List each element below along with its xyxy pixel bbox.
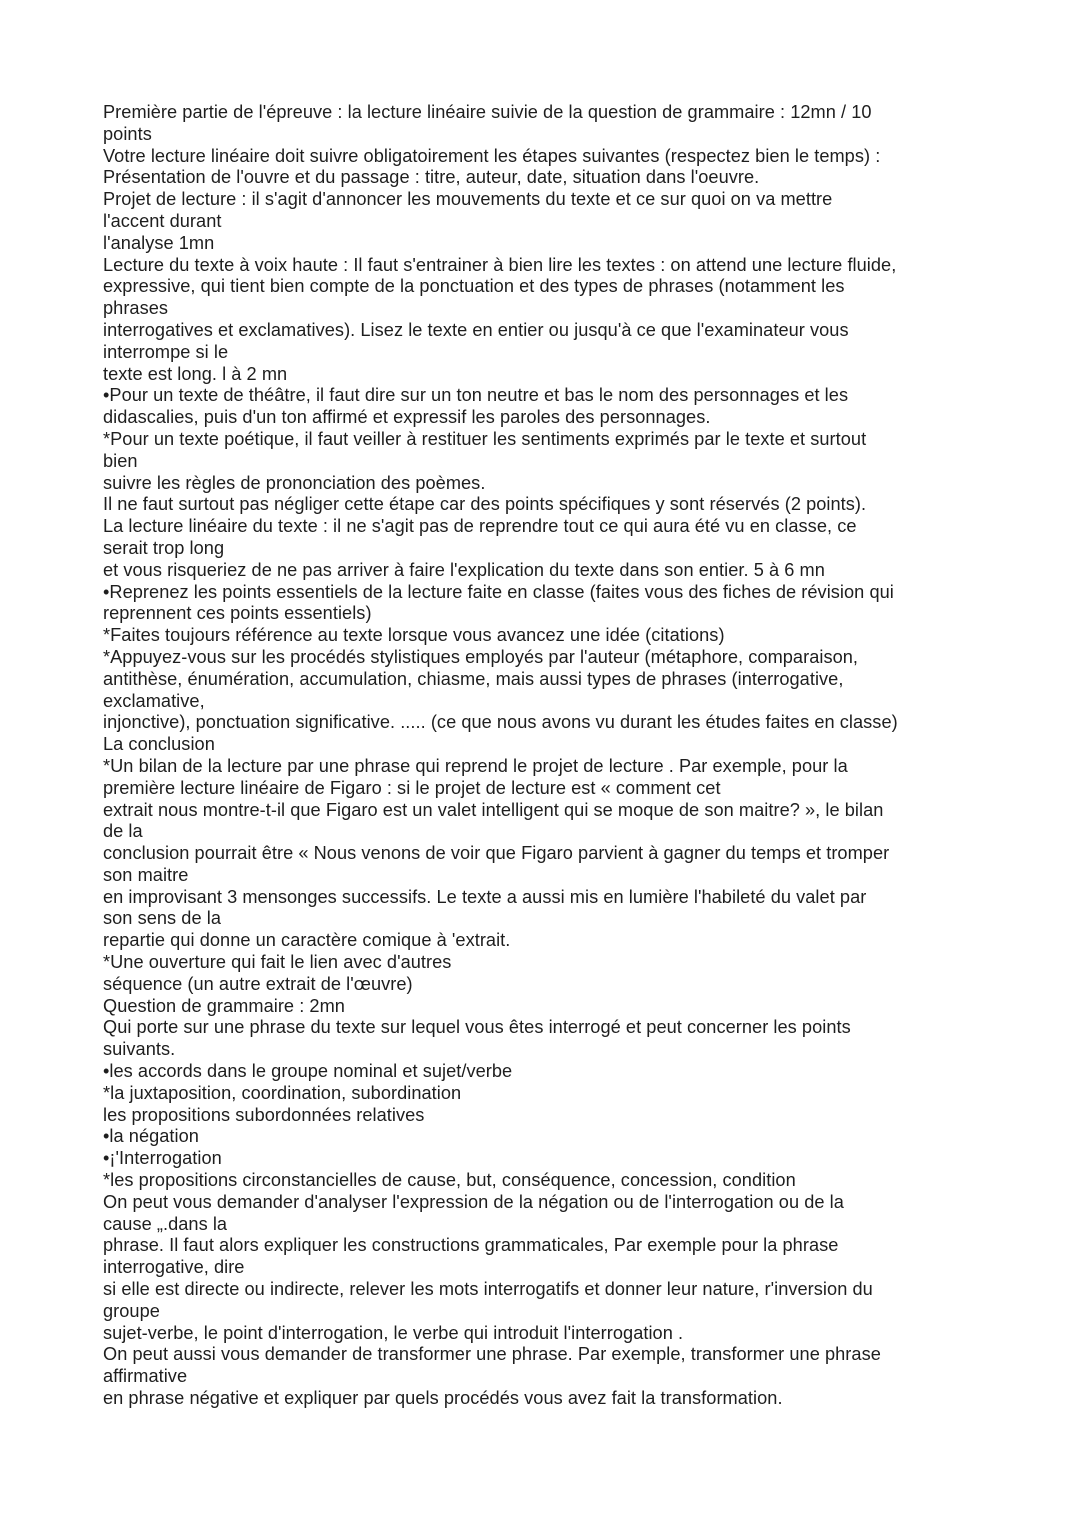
text-line: l'accent durant xyxy=(103,210,222,231)
text-line: Question de grammaire : 2mn xyxy=(103,995,345,1016)
text-line: séquence (un autre extrait de l'œuvre) xyxy=(103,973,413,994)
text-line: suivants. xyxy=(103,1039,176,1060)
text-line: son maitre xyxy=(103,864,189,885)
text-line: points xyxy=(103,123,152,144)
text-line: phrase. Il faut alors expliquer les constructions grammaticales, Par exemple pour la phrase xyxy=(103,1235,839,1256)
text-line: repartie qui donne un caractère comique à 'extrait. xyxy=(103,930,511,951)
text-line: de la xyxy=(103,821,143,842)
text-line: reprennent ces points essentiels) xyxy=(103,603,372,624)
text-line: Lecture du texte à voix haute : Il faut s'entrainer à bien lire les textes : on attend une lecture fluide, xyxy=(103,254,897,275)
text-line: *Pour un texte poétique, il faut veiller à restituer les sentiments exprimés par le texte et surtout xyxy=(103,428,867,449)
document-body xyxy=(103,102,1003,1410)
text-line: •la négation xyxy=(103,1126,199,1147)
text-line: La conclusion xyxy=(103,734,215,755)
text-line: On peut aussi vous demander de transformer une phrase. Par exemple, transformer une phrase xyxy=(103,1344,881,1365)
text-line: •Pour un texte de théâtre, il faut dire sur un ton neutre et bas le nom des personnages et les xyxy=(103,385,849,406)
text-line: On peut vous demander d'analyser l'expression de la négation ou de l'interrogation ou de la xyxy=(103,1191,844,1212)
text-line: si elle est directe ou indirecte, relever les mots interrogatifs et donner leur nature, r'inversion du xyxy=(103,1279,873,1300)
text-line: suivre les règles de prononciation des poèmes. xyxy=(103,472,486,493)
text-line: première lecture linéaire de Figaro : si le projet de lecture est « comment cet xyxy=(103,777,721,798)
text-line: interrompe si le xyxy=(103,341,229,362)
text-line: *Un bilan de la lecture par une phrase qui reprend le projet de lecture . Par exemple, pour la xyxy=(103,755,848,776)
text-line: Présentation de l'ouvre et du passage : titre, auteur, date, situation dans l'oeuvre. xyxy=(103,167,760,188)
text-line: sujet-verbe, le point d'interrogation, le verbe qui introduit l'interrogation . xyxy=(103,1322,684,1343)
text-line: •Reprenez les points essentiels de la lecture faite en classe (faites vous des fiches de révision qui xyxy=(103,581,894,602)
text-line: phrases xyxy=(103,298,169,319)
text-line: les propositions subordonnées relatives xyxy=(103,1104,425,1125)
text-line: texte est long. l à 2 mn xyxy=(103,363,288,384)
text-line: interrogative, dire xyxy=(103,1257,245,1278)
text-line: Votre lecture linéaire doit suivre obligatoirement les étapes suivantes (respectez bien le temps) : xyxy=(103,145,881,166)
text-line: en improvisant 3 mensonges successifs. Le texte a aussi mis en lumière l'habileté du valet par xyxy=(103,886,867,907)
text-line: *les propositions circonstancielles de cause, but, conséquence, concession, condition xyxy=(103,1170,796,1191)
text-line: serait trop long xyxy=(103,537,225,558)
text-line: Projet de lecture : il s'agit d'annoncer les mouvements du texte et ce sur quoi on va mettre xyxy=(103,189,833,210)
text-line: interrogatives et exclamatives). Lisez le texte en entier ou jusqu'à ce que l'examinateur vous xyxy=(103,319,849,340)
text-line: *la juxtaposition, coordination, subordination xyxy=(103,1082,462,1103)
text-line: son sens de la xyxy=(103,908,221,929)
text-line: La lecture linéaire du texte : il ne s'agit pas de reprendre tout ce qui aura été vu en classe, ce xyxy=(103,516,857,537)
text-line: antithèse, énumération, accumulation, chiasme, mais aussi types de phrases (interrogative, xyxy=(103,668,844,689)
text-line: Qui porte sur une phrase du texte sur lequel vous êtes interrogé et peut concerner les points xyxy=(103,1017,851,1038)
text-line: l'analyse 1mn xyxy=(103,232,215,253)
text-line: didascalies, puis d'un ton affirmé et expressif les paroles des personnages. xyxy=(103,407,711,428)
text-line: injonctive), ponctuation significative. ..... (ce que nous avons vu durant les études faites en classe) xyxy=(103,712,898,733)
text-line: expressive, qui tient bien compte de la ponctuation et des types de phrases (notamment les xyxy=(103,276,845,297)
text-line: *Faites toujours référence au texte lorsque vous avancez une idée (citations) xyxy=(103,625,725,646)
text-line: et vous risqueriez de ne pas arriver à faire l'explication du texte dans son entier. 5 à 6 mn xyxy=(103,559,825,580)
text-line: extrait nous montre-t-il que Figaro est un valet intelligent qui se moque de son maitre? », le bilan xyxy=(103,799,884,820)
text-line: *Appuyez-vous sur les procédés stylistiques employés par l'auteur (métaphore, comparaison, xyxy=(103,646,859,667)
text-line: exclamative, xyxy=(103,690,205,711)
text-line: Première partie de l'épreuve : la lecture linéaire suivie de la question de grammaire : 12mn / 10 xyxy=(103,102,872,122)
text-line: affirmative xyxy=(103,1366,188,1387)
text-line: •¡'Interrogation xyxy=(103,1148,222,1169)
text-line: cause „.dans la xyxy=(103,1213,228,1234)
text-line: *Une ouverture qui fait le lien avec d'autres xyxy=(103,952,452,973)
text-line: bien xyxy=(103,450,138,471)
text-line: conclusion pourrait être « Nous venons de voir que Figaro parvient à gagner du temps et tromper xyxy=(103,843,890,864)
text-line: en phrase négative et expliquer par quels procédés vous avez fait la transformation. xyxy=(103,1388,783,1409)
text-line: •les accords dans le groupe nominal et sujet/verbe xyxy=(103,1061,513,1082)
text-line: Il ne faut surtout pas négliger cette étape car des points spécifiques y sont réservés (2 points). xyxy=(103,494,867,515)
text-line: groupe xyxy=(103,1300,160,1321)
